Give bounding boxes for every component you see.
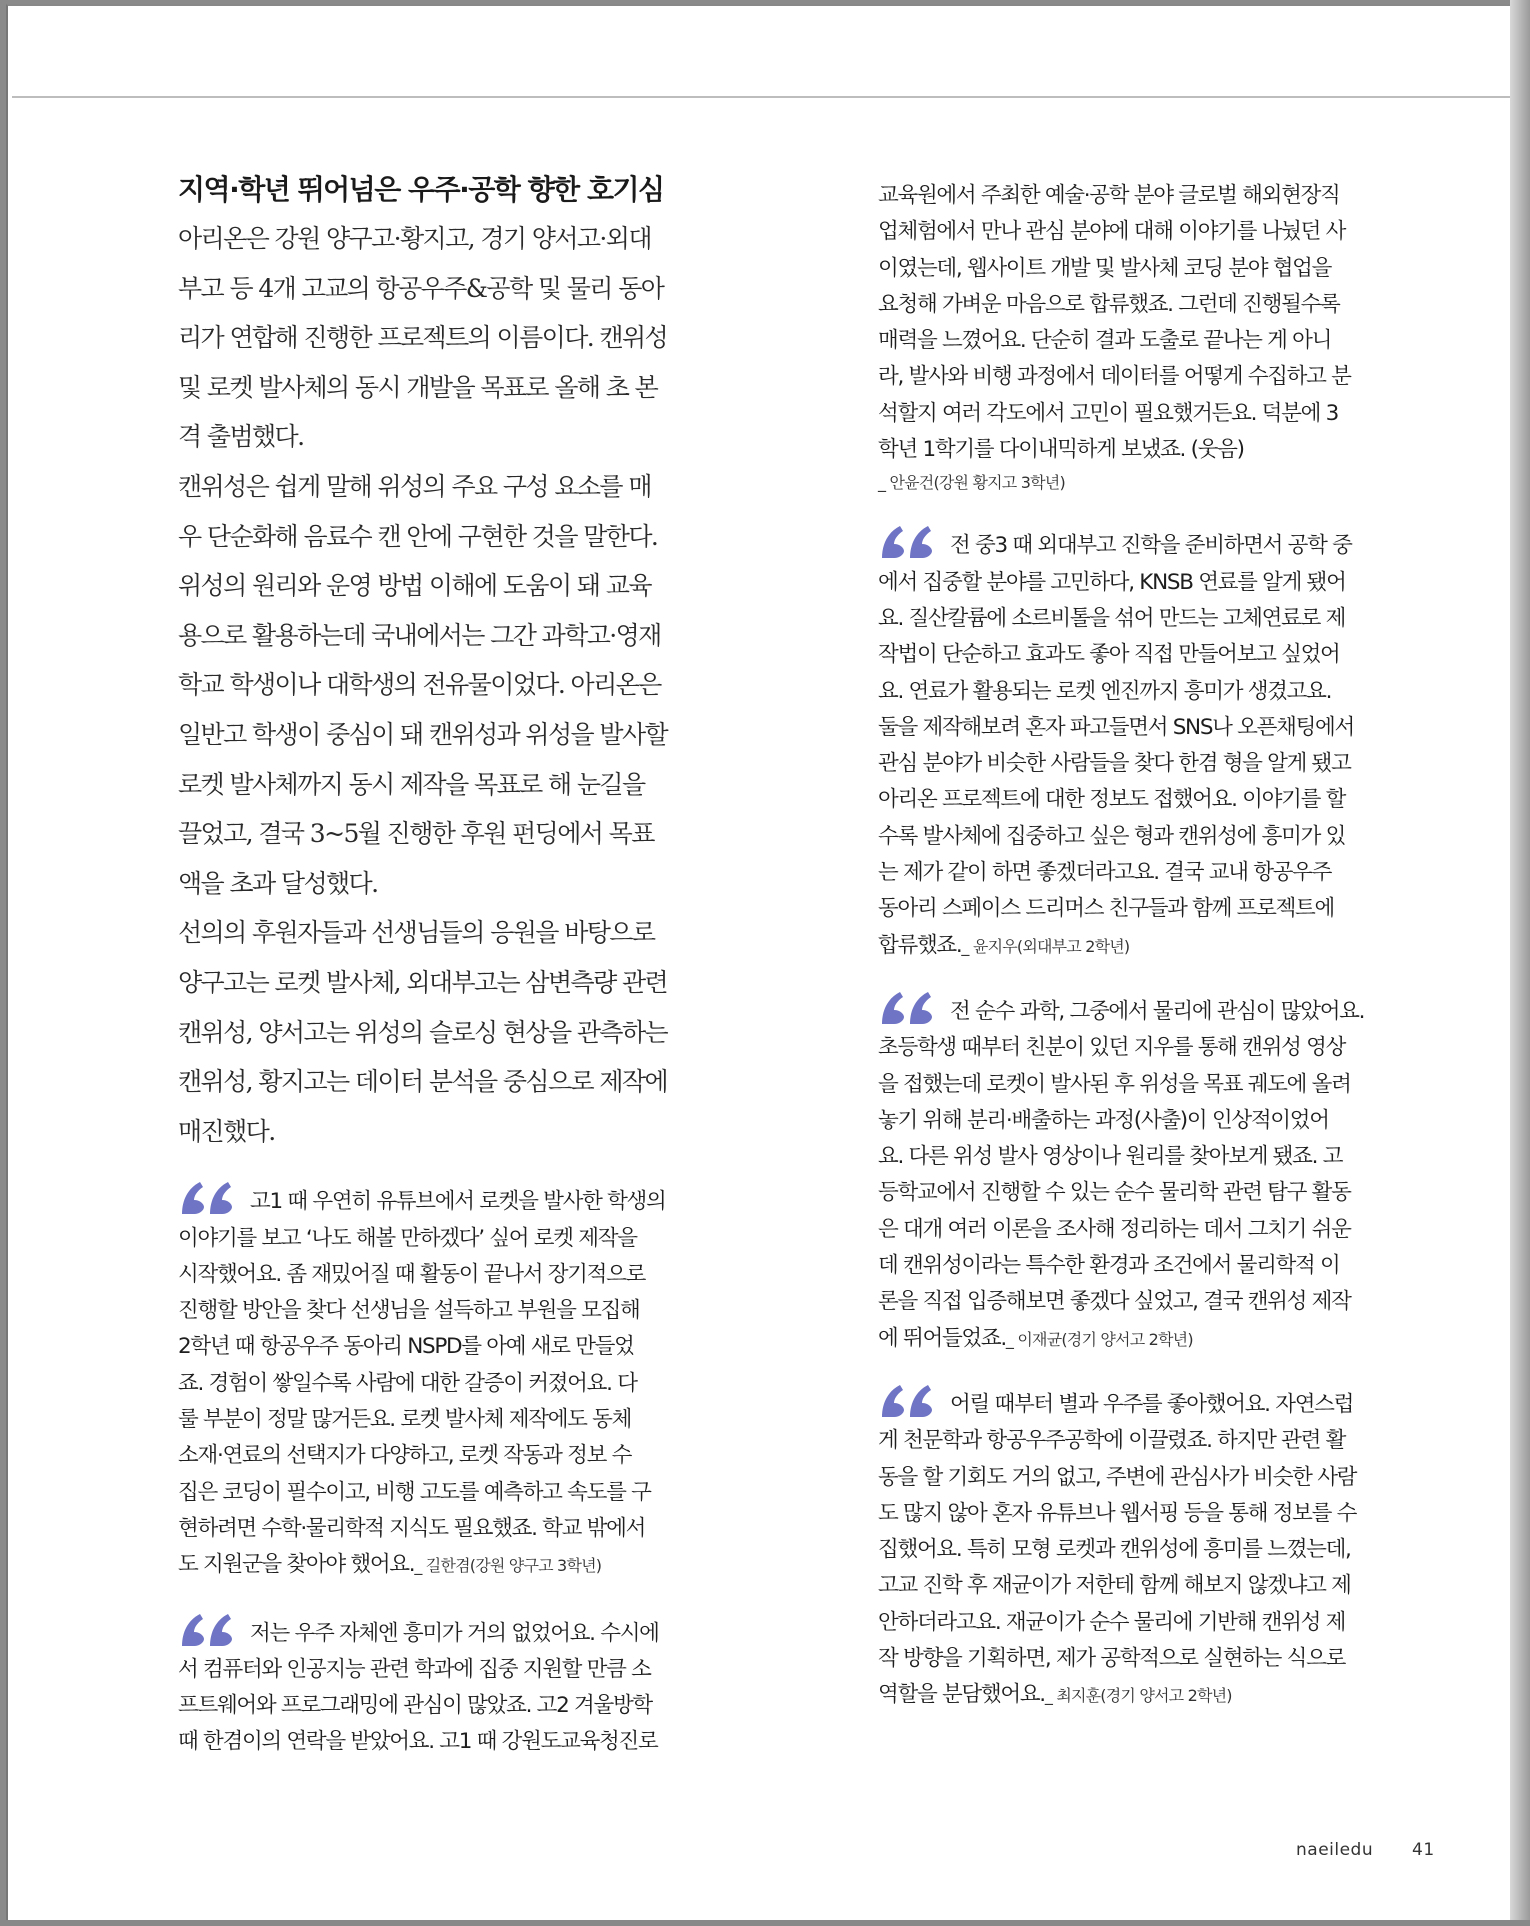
line-text: 부고 등 4개 고교의 항공우주&공학 및 물리 동아 xyxy=(178,273,664,303)
text-line xyxy=(878,1460,1438,1496)
text-line xyxy=(178,1293,738,1329)
text-line xyxy=(878,855,1438,891)
text-line xyxy=(178,1724,738,1760)
line-text: 우 단순화해 음료수 캔 안에 구현한 것을 말한다. xyxy=(178,521,658,551)
text-line xyxy=(178,1366,738,1402)
line-text: 일반고 학생이 중심이 돼 캔위성과 위성을 발사할 xyxy=(178,719,668,749)
line-text: 시작했어요. 좀 재밌어질 때 활동이 끝나서 장기적으로 xyxy=(178,1261,646,1287)
line-text: 고교 진학 후 재균이가 저한테 함께 해보지 않겠냐고 제 xyxy=(878,1573,1351,1599)
line-text: 어릴 때부터 별과 우주를 좋아했어요. 자연스럽 xyxy=(950,1391,1354,1417)
text-line xyxy=(178,1438,738,1474)
text-line xyxy=(178,1257,738,1293)
line-text: 아리온은 강원 양구고·황지고, 경기 양서고·외대 xyxy=(178,224,651,253)
open-quote-icon xyxy=(878,990,936,1026)
text-line xyxy=(178,1688,738,1724)
text-line xyxy=(878,323,1438,359)
line-text: 등학교에서 진행할 수 있는 순수 물리학 관련 탐구 활동 xyxy=(878,1180,1351,1206)
page-bottom-edge xyxy=(0,1920,1530,1926)
line-text: 이였는데, 웹사이트 개발 및 발사체 코딩 분야 협업을 xyxy=(878,255,1332,281)
open-quote-icon xyxy=(878,1383,936,1419)
line-text: 요. 질산칼륨에 소르비톨을 섞어 만드는 고체연료로 제 xyxy=(878,605,1346,631)
body-line xyxy=(178,313,738,363)
text-line xyxy=(878,1030,1438,1066)
footer-brand: naeiledu xyxy=(1296,1840,1374,1860)
line-text: 서 컴퓨터와 인공지능 관련 학과에 집중 지원할 만큼 소 xyxy=(178,1656,651,1682)
body-line xyxy=(178,660,738,710)
body-line xyxy=(178,412,738,462)
open-quote-icon xyxy=(178,1612,236,1648)
text-line xyxy=(878,819,1438,855)
text-line xyxy=(878,1175,1438,1211)
line-text: 요. 다른 위성 발사 영상이나 원리를 찾아보게 됐죠. 고 xyxy=(878,1144,1343,1170)
line-text: 동아리 스페이스 드리머스 친구들과 함께 프로젝트에 xyxy=(878,896,1334,922)
line-text: 용으로 활용하는데 국내에서는 그간 과학고·영재 xyxy=(178,620,661,650)
body-line xyxy=(178,462,738,512)
body-line xyxy=(178,363,738,413)
text-line xyxy=(878,528,1438,564)
text-line xyxy=(178,1329,738,1365)
line-text: 데 캔위성이라는 특수한 환경과 조건에서 물리학적 이 xyxy=(878,1253,1340,1279)
text-line xyxy=(878,359,1438,395)
text-line xyxy=(878,1248,1438,1284)
line-text: 아리온 프로젝트에 대한 정보도 접했어요. 이야기를 할 xyxy=(878,787,1346,813)
body-line xyxy=(178,809,738,859)
body-line xyxy=(178,1057,738,1107)
text-line xyxy=(878,214,1438,250)
line-text: 업체험에서 만나 관심 분야에 대해 이야기를 나눴던 사 xyxy=(878,219,1346,245)
text-line xyxy=(878,178,1438,214)
text-line xyxy=(178,1616,738,1652)
line-text: 둘을 제작해보려 혼자 파고들면서 SNS나 오픈채팅에서 xyxy=(878,714,1355,740)
section-heading: 지역·학년 뛰어넘은 우주·공학 향한 호기심 xyxy=(178,173,664,206)
line-text: 이야기를 보고 ‘나도 해볼 만하겠다’ 싶어 로켓 제작을 xyxy=(178,1225,637,1251)
line-text: 로켓 발사체까지 동시 제작을 목표로 해 눈길을 xyxy=(178,769,645,799)
quote-attribution: _ 최지훈(경기 양서고 2학년) xyxy=(1044,1686,1232,1706)
line-text: 작법이 단순하고 효과도 좋아 직접 만들어보고 싶었어 xyxy=(878,642,1340,668)
body-line xyxy=(178,859,738,909)
text-line xyxy=(878,1212,1438,1248)
text-line xyxy=(878,565,1438,601)
line-text: 때 한겸이의 연락을 받았어요. 고1 때 강원도교육청진로 xyxy=(178,1729,658,1755)
line-text: 전 중3 때 외대부고 진학을 준비하면서 공학 중 xyxy=(950,533,1352,559)
line-text: 관심 분야가 비슷한 사람들을 찾다 한겸 형을 알게 됐고 xyxy=(878,751,1351,777)
quote-attribution: _ 안윤건(강원 황지고 3학년) xyxy=(878,473,1065,493)
line-text: 선의의 후원자들과 선생님들의 응원을 바탕으로 xyxy=(178,918,655,948)
line-text: 학년 1학기를 다이내믹하게 보냈죠. (웃음) xyxy=(878,437,1244,463)
text-line xyxy=(878,287,1438,323)
line-text: 룰 부분이 정말 많거든요. 로켓 발사체 제작에도 동체 xyxy=(178,1407,632,1433)
line-text: 은 대개 여러 이론을 조사해 정리하는 데서 그치기 쉬운 xyxy=(878,1216,1351,1242)
line-text: 론을 직접 입증해보면 좋겠다 싶었고, 결국 캔위성 제작 xyxy=(878,1289,1351,1315)
line-text: 끌었고, 결국 3~5월 진행한 후원 펀딩에서 목표 xyxy=(178,819,654,849)
line-text: 리가 연합해 진행한 프로젝트의 이름이다. 캔위성 xyxy=(178,323,668,353)
line-text: 저는 우주 자체엔 흥미가 거의 없었어요. 수시에 xyxy=(250,1620,659,1646)
text-line xyxy=(878,710,1438,746)
text-line xyxy=(878,1568,1438,1604)
line-text: 현하려면 수학·물리학적 지식도 필요했죠. 학교 밖에서 xyxy=(178,1515,646,1541)
quote-block-3 xyxy=(878,528,1438,964)
paragraph-1 xyxy=(178,214,738,462)
open-quote-icon xyxy=(178,1180,236,1216)
text-line xyxy=(178,1402,738,1438)
line-text: 집했어요. 특히 모형 로켓과 캔위성에 흥미를 느꼈는데, xyxy=(878,1537,1351,1563)
right-column xyxy=(878,170,1438,1714)
line-text: 격 출범했다. xyxy=(178,422,304,452)
line-text: 도 많지 않아 혼자 유튜브나 웹서핑 등을 통해 정보를 수 xyxy=(878,1500,1357,1526)
line-text: 는 제가 같이 하면 좋겠더라고요. 결국 교내 항공우주 xyxy=(878,860,1332,886)
text-line xyxy=(878,1423,1438,1459)
header-rule xyxy=(12,96,1510,98)
line-text: 을 접했는데 로켓이 발사된 후 위성을 목표 궤도에 올려 xyxy=(878,1071,1351,1097)
left-column xyxy=(178,170,738,1761)
body-line xyxy=(178,512,738,562)
quote-block-4 xyxy=(878,994,1438,1357)
body-line xyxy=(178,760,738,810)
text-line xyxy=(178,1475,738,1511)
line-text: 캔위성은 쉽게 말해 위성의 주요 구성 요소를 매 xyxy=(178,471,651,501)
line-text: 라, 발사와 비행 과정에서 데이터를 어떻게 수집하고 분 xyxy=(878,364,1351,390)
quote-attribution: _ 길한겸(강원 양구고 3학년) xyxy=(414,1556,602,1576)
open-quote-icon xyxy=(878,524,936,560)
quote-block-5 xyxy=(878,1387,1438,1714)
text-line xyxy=(878,1067,1438,1103)
line-text: 캔위성, 양서고는 위성의 슬로싱 현상을 관측하는 xyxy=(178,1017,668,1047)
paragraph-2 xyxy=(178,462,738,908)
line-text: 소재·연료의 선택지가 다양하고, 로켓 작동과 정보 수 xyxy=(178,1443,632,1469)
line-text: 합류했죠. xyxy=(878,932,962,958)
line-text: 에 뛰어들었죠. xyxy=(878,1325,1006,1351)
line-text: 역할을 분담했어요. xyxy=(878,1682,1045,1708)
text-line xyxy=(178,1184,738,1220)
body-line xyxy=(178,1107,738,1157)
line-text: 죠. 경험이 쌓일수록 사람에 대한 갈증이 커졌어요. 다 xyxy=(178,1370,637,1396)
text-line xyxy=(878,1387,1438,1423)
body-line xyxy=(178,958,738,1008)
article-body xyxy=(178,214,738,1156)
text-line xyxy=(878,994,1438,1030)
quote-attribution: _ 윤지우(외대부고 2학년) xyxy=(961,936,1130,956)
body-line xyxy=(178,710,738,760)
line-text: 에서 집중할 분야를 고민하다, KNSB 연료를 알게 됐어 xyxy=(878,569,1346,595)
line-text: 동을 할 기회도 거의 없고, 주변에 관심사가 비슷한 사람 xyxy=(878,1464,1357,1490)
text-line xyxy=(878,1605,1438,1641)
text-line xyxy=(878,1532,1438,1568)
text-line xyxy=(878,1496,1438,1532)
line-text: 액을 초과 달성했다. xyxy=(178,868,378,898)
line-text: 요. 연료가 활용되는 로켓 엔진까지 흥미가 생겼고요. xyxy=(878,678,1332,704)
text-line xyxy=(878,746,1438,782)
line-text: 게 천문학과 항공우주공학에 이끌렸죠. 하지만 관련 활 xyxy=(878,1428,1346,1454)
line-text: 프트웨어와 프로그래밍에 관심이 많았죠. 고2 겨울방학 xyxy=(178,1693,652,1719)
text-line xyxy=(878,1321,1438,1357)
quote-block-2-continued xyxy=(878,178,1438,498)
text-line xyxy=(878,396,1438,432)
line-text: 석할지 여러 각도에서 고민이 필요했거든요. 덕분에 3 xyxy=(878,400,1338,426)
quote-block-1 xyxy=(178,1184,738,1583)
quote-block-2 xyxy=(178,1616,738,1761)
line-text: 도 지원군을 찾아야 했어요. xyxy=(178,1552,415,1578)
text-line xyxy=(878,891,1438,927)
body-line xyxy=(178,908,738,958)
text-line xyxy=(878,1284,1438,1320)
line-text: 진행할 방안을 찾다 선생님을 설득하고 부원을 모집해 xyxy=(178,1298,640,1324)
line-text: 작 방향을 기획하면, 제가 공학적으로 실현하는 식으로 xyxy=(878,1645,1346,1671)
body-line xyxy=(178,1008,738,1058)
line-text: 교육원에서 주최한 예술·공학 분야 글로벌 해외현장직 xyxy=(878,183,1340,208)
line-text: 초등학생 때부터 친분이 있던 지우를 통해 캔위성 영상 xyxy=(878,1035,1346,1061)
text-line xyxy=(878,928,1438,964)
line-text: 매진했다. xyxy=(178,1116,275,1146)
text-line xyxy=(178,1652,738,1688)
text-line xyxy=(878,432,1438,468)
line-text: 요청해 가벼운 마음으로 합류했죠. 그런데 진행될수록 xyxy=(878,291,1340,317)
text-line xyxy=(878,601,1438,637)
text-line xyxy=(878,1103,1438,1139)
line-text: 및 로켓 발사체의 동시 개발을 목표로 올해 초 본 xyxy=(178,372,658,402)
text-line xyxy=(878,251,1438,287)
body-line xyxy=(178,264,738,314)
text-line xyxy=(178,1547,738,1583)
line-text: 전 순수 과학, 그중에서 물리에 관심이 많았어요. xyxy=(950,998,1365,1024)
text-line xyxy=(878,637,1438,673)
text-line xyxy=(178,1221,738,1257)
line-text: 고1 때 우연히 유튜브에서 로켓을 발사한 학생의 xyxy=(250,1189,666,1215)
line-text: 집은 코딩이 필수이고, 비행 고도를 예측하고 속도를 구 xyxy=(178,1479,651,1505)
quote-attribution: _ 이재균(경기 양서고 2학년) xyxy=(1005,1329,1193,1349)
line-text: 수록 발사체에 집중하고 싶은 형과 캔위성에 흥미가 있 xyxy=(878,823,1346,849)
text-line xyxy=(878,1677,1438,1713)
body-line xyxy=(178,214,738,264)
text-line xyxy=(878,782,1438,818)
page-edge-shadow xyxy=(1510,0,1530,1926)
paragraph-3 xyxy=(178,908,738,1156)
line-text: 놓기 위해 분리·배출하는 과정(사출)이 인상적이었어 xyxy=(878,1107,1329,1133)
line-text: 양구고는 로켓 발사체, 외대부고는 삼변측량 관련 xyxy=(178,967,668,997)
line-text: 안하더라고요. 재균이가 순수 물리에 기반해 캔위성 제 xyxy=(878,1609,1346,1635)
line-text: 매력을 느꼈어요. 단순히 결과 도출로 끝나는 게 아니 xyxy=(878,328,1332,354)
body-line xyxy=(178,561,738,611)
text-line xyxy=(178,1511,738,1547)
body-line xyxy=(178,611,738,661)
text-line xyxy=(878,1641,1438,1677)
text-line xyxy=(878,1139,1438,1175)
text-line xyxy=(878,674,1438,710)
line-text: 위성의 원리와 운영 방법 이해에 도움이 돼 교육 xyxy=(178,571,651,601)
line-text: 학교 학생이나 대학생의 전유물이었다. 아리온은 xyxy=(178,670,661,700)
page-number: 41 xyxy=(1412,1840,1435,1860)
line-text: 2학년 때 항공우주 동아리 NSPD를 아예 새로 만들었 xyxy=(178,1334,634,1360)
line-text: 캔위성, 황지고는 데이터 분석을 중심으로 제작에 xyxy=(178,1067,668,1097)
